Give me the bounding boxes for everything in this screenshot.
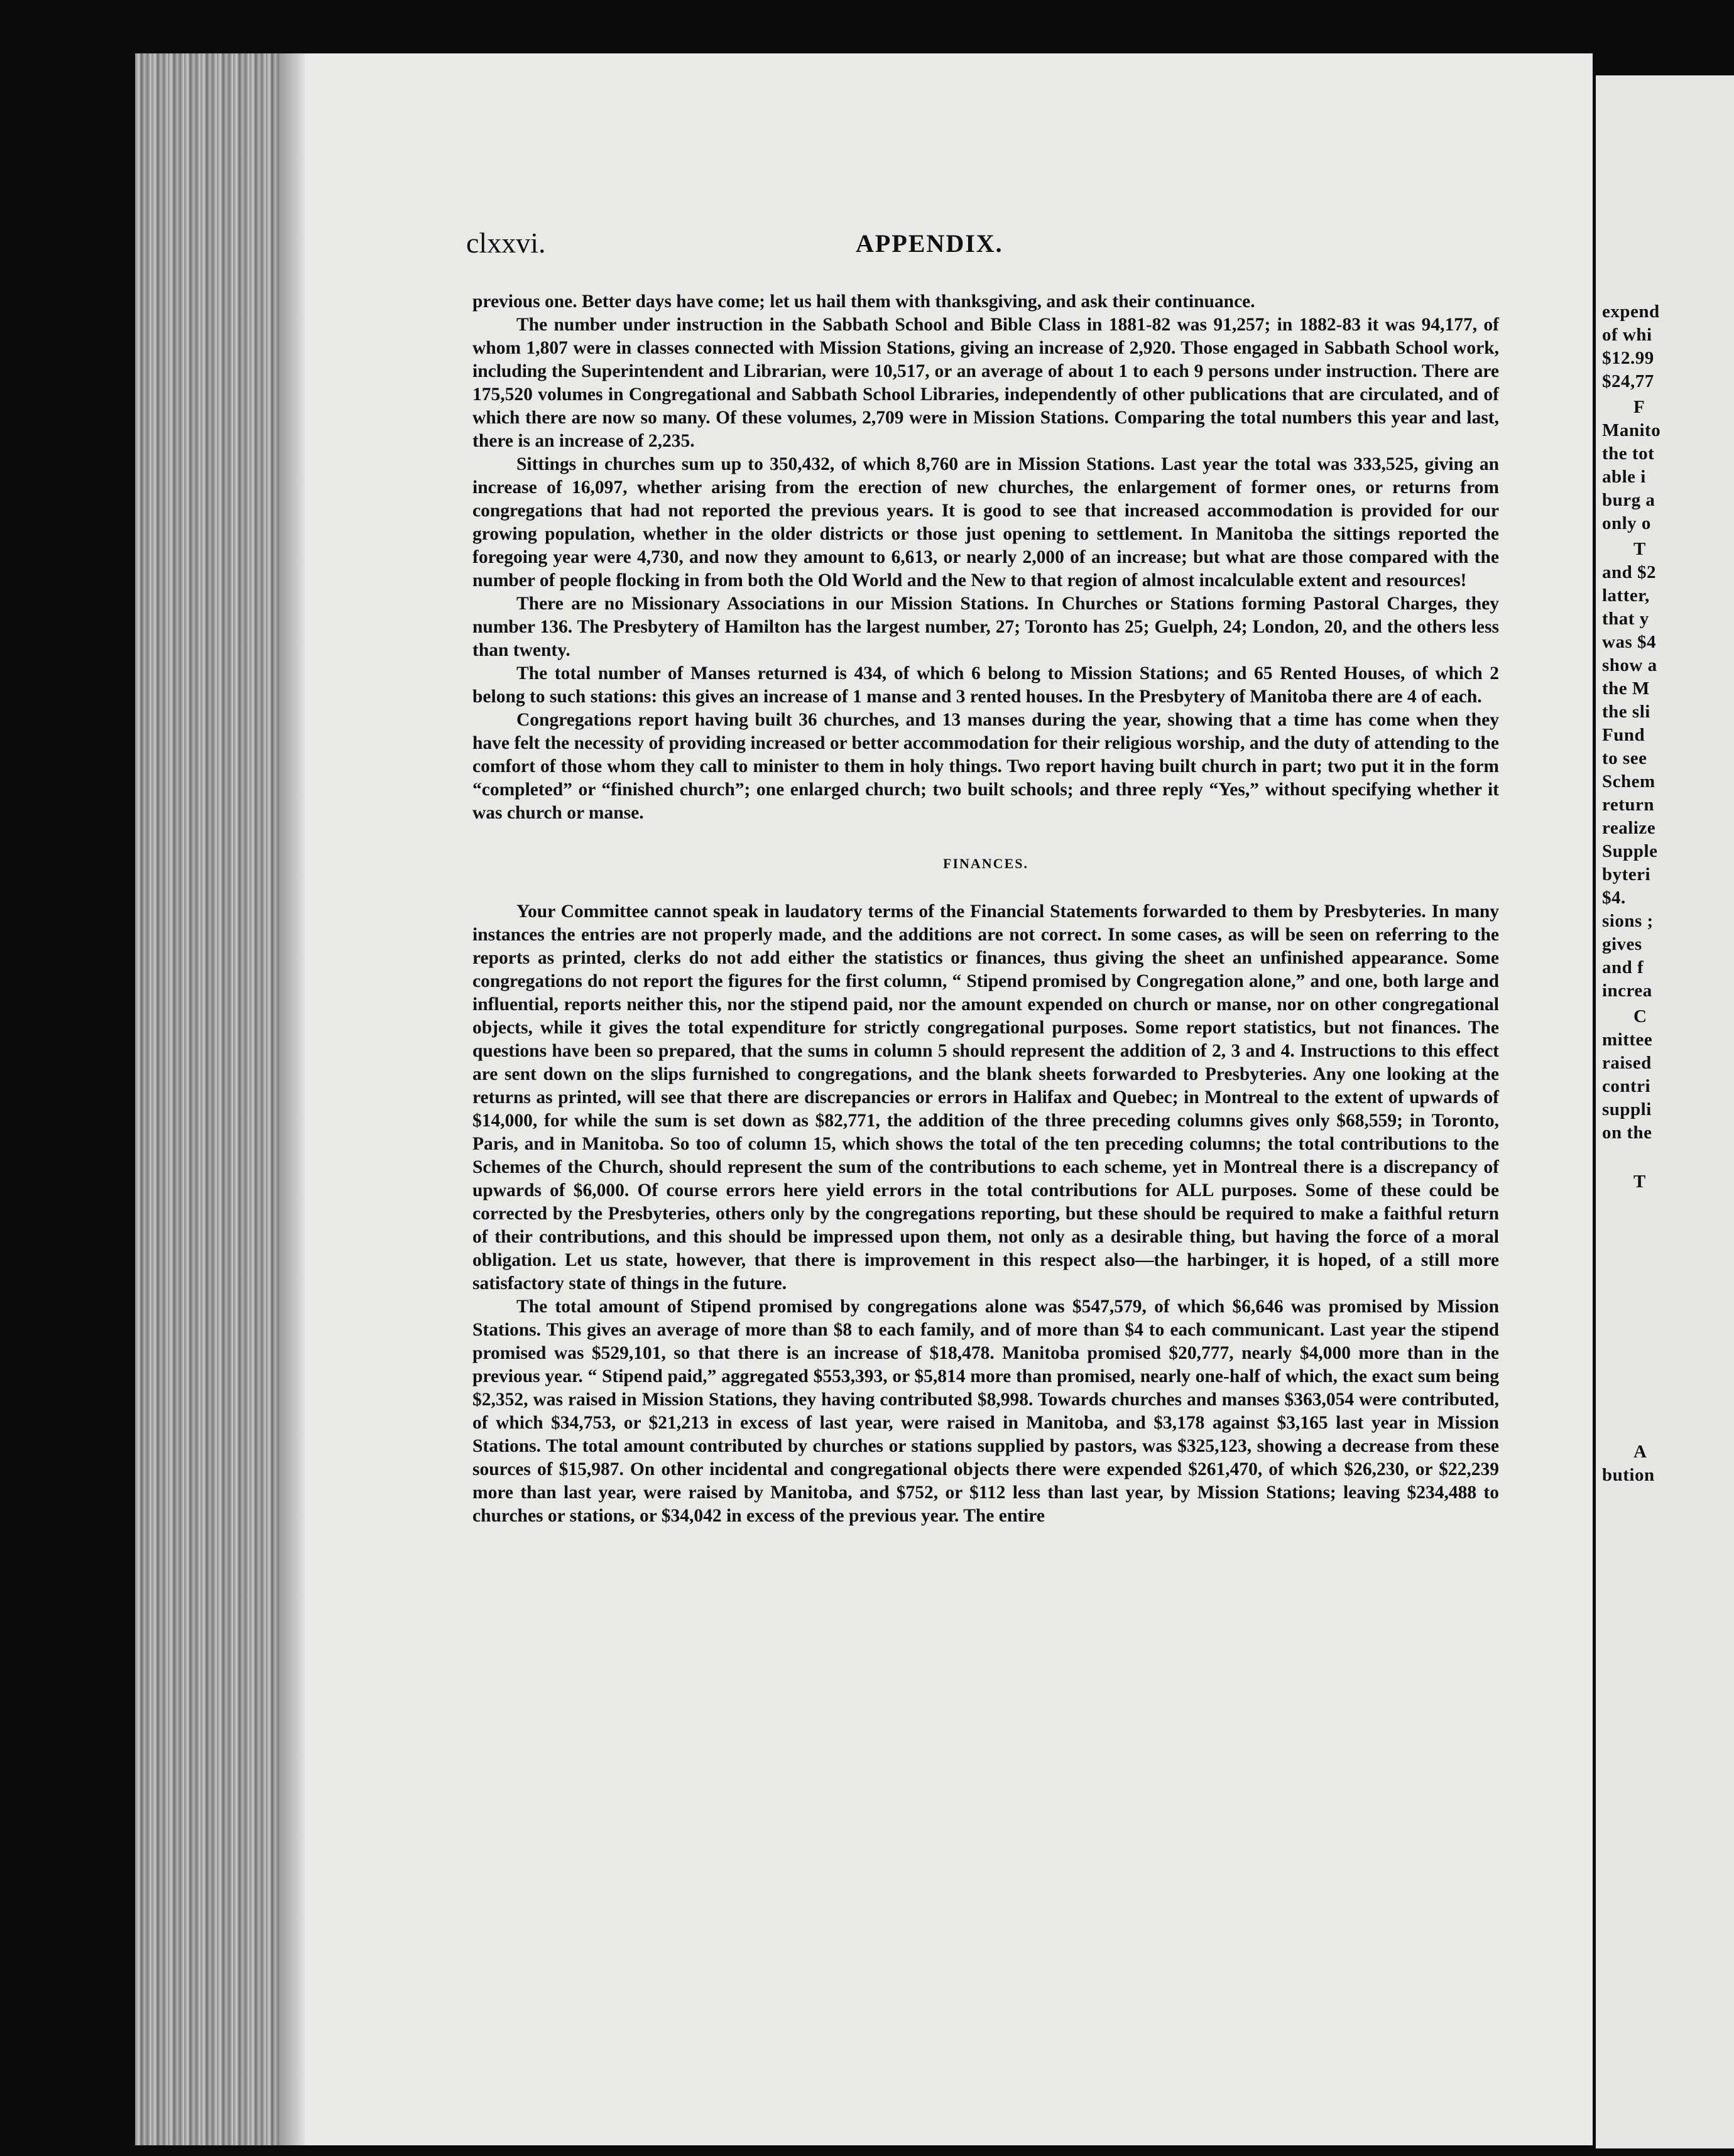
- facing-page-fragment: expend: [1602, 302, 1660, 322]
- facing-page-fragment: A: [1633, 1442, 1647, 1462]
- page-header: [466, 226, 1494, 264]
- facing-page-fragment: $24,77: [1602, 371, 1654, 391]
- facing-page-fragment: C: [1633, 1006, 1647, 1026]
- paragraph: Your Committee cannot speak in laudatory terms of the Financial Statements forwarded to them by Presbyteries. In many instances the entries are not properly made, and the additions are not correct. In some cases, as will be seen on referring to the reports as printed, clerks do not add either the statistics or finances, thus giving the sheet an unfinished appearance. Some congregations do not report the figures for the first column, “ Stipend promised by Congregation alone,” and one, both large and influential, reports neither this, nor the stipend paid, nor the amount expended on church or manse, nor on other congregational objects, while it gives the total expenditure for strictly congregational purposes. Some report statistics, but not finances. The questions have been so prepared, that the sums in column 5 should represent the addition of 2, 3 and 4. Instructions to this effect are sent down on the slips furnished to congregations, and the blank sheets forwarded to Presbyteries. Any one looking at the returns as printed, will see that there are discrepancies or errors in Halifax and Quebec; in Montreal to the extent of upwards of $14,000, for while the sum is set down as $82,771, the addition of the three preceding columns gives only $68,559; in Toronto, Paris, and in Manitoba. So too of column 15, which shows the total of the ten preceding columns; the total contributions to the Schemes of the Church, should represent the sum of the contributions to each scheme, yet in Montreal there is a discrepancy of upwards of $6,000. Of course errors here yield errors in the total contributions for ALL purposes. Some of these could be corrected by the Presbyteries, others only by the congregations reporting, but these should be required to make a faithful return of their contributions, and this should be impressed upon them, not only as a desirable thing, but having the force of a moral obligation. Let us state, however, that there is improvement in this respect also—the harbinger, it is hoped, of a still more satisfactory state of things in the future.: [472, 901, 1499, 1293]
- paragraph: There are no Missionary Associations in our Mission Stations. In Churches or Stations forming Pastoral Charges, they number 136. The Presbytery of Hamilton has the largest number, 27; Toronto has 25; Guelph, 24; London, 20, and the others less than twenty.: [472, 594, 1499, 660]
- facing-page-fragment: contri: [1602, 1076, 1651, 1096]
- book-binding-edge: [135, 53, 305, 2145]
- facing-page-fragment: raised: [1602, 1053, 1652, 1073]
- facing-page-fragment: sions ;: [1602, 911, 1654, 931]
- facing-page-fragment: mittee: [1602, 1030, 1653, 1050]
- facing-page-fragment: T: [1633, 539, 1646, 559]
- facing-page-fragment: was $4: [1602, 632, 1656, 652]
- facing-page-fragment: Fund: [1602, 725, 1645, 745]
- facing-page-fragment: and $2: [1602, 562, 1657, 582]
- facing-page-fragment: $12.99: [1602, 348, 1654, 368]
- paragraph: Sittings in churches sum up to 350,432, of which 8,760 are in Mission Stations. Last year the total was 333,525, giving an increase of 16,097, whether arising from the erection of new churches, the enlargement of former ones, or returns from congregations that had not reported the previous years. It is good to see that increased accommodation is provided for our growing population, whether in the older districts or those just opening to settlement. In Manitoba the sittings reported the foregoing year were 4,730, and now they amount to 6,613, or nearly 2,000 of an increase; but what are those compared with the number of people flocking in from both the Old World and the New to that region of almost incalculable extent and resources!: [472, 454, 1499, 591]
- paragraph: Congregations report having built 36 churches, and 13 manses during the year, showing that a time has come when they have felt the necessity of providing increased or better accommodation for their religious worship, and the duty of attending to the comfort of those whom they call to minister to them in holy things. Two report having built church in part; two put it in the form “completed” or “finished church”; one enlarged church; two built schools; and three reply “Yes,” without specifying whether it was church or manse.: [472, 710, 1499, 823]
- facing-page-fragment: the tot: [1602, 444, 1655, 464]
- facing-page-fragment: increa: [1602, 981, 1652, 1001]
- paragraph: The total amount of Stipend promised by congregations alone was $547,579, of which $6,646 was promised by Mission Stations. This gives an average of more than $8 to each family, and of more than $4 to each communicant. Last year the stipend promised was $529,101, so that there is an increase of $18,478. Manitoba promised $20,777, nearly $4,000 more than in the previous year. “ Stipend paid,” aggregated $553,393, or $5,814 more than promised, nearly one-half of which, the exact sum being $2,352, was raised in Mission Stations, they having contributed $8,998. Towards churches and manses $363,054 were contributed, of which $34,753, or $21,213 in excess of last year, were raised in Manitoba, and $3,178 against $3,165 last year in Mission Stations. The total amount contributed by churches or stations supplied by pastors, was $325,123, showing a decrease from these sources of $15,987. On other incidental and congregational objects there were expended $261,470, of which $26,230, or $22,239 more than last year, were raised by Manitoba, and $752, or $112 less than last year, by Mission Stations; leaving $234,488 to churches or stations, or $34,042 in excess of the previous year. The entire: [472, 1297, 1499, 1526]
- page-body: [472, 290, 1499, 1528]
- running-title: APPENDIX.: [856, 229, 1003, 258]
- facing-page-fragment: burg a: [1602, 490, 1655, 510]
- facing-page-fragment: show a: [1602, 655, 1657, 675]
- paragraph: The total number of Manses returned is 434, of which 6 belong to Mission Stations; and 65 Rented Houses, of which 2 belong to such stations: this gives an increase of 1 manse and 3 rented houses. In the Presbytery of Manitoba there are 4 of each.: [472, 663, 1499, 707]
- facing-page-fragment: on the: [1602, 1123, 1652, 1143]
- facing-page-fragment: gives: [1602, 934, 1642, 954]
- facing-page-fragment: the sli: [1602, 702, 1650, 722]
- facing-page-fragment: return: [1602, 795, 1655, 815]
- facing-page-fragment: to see: [1602, 748, 1647, 768]
- facing-page-fragment: realize: [1602, 818, 1656, 838]
- paragraph: previous one. Better days have come; let us hail them with thanksgiving, and ask their continuance.: [472, 291, 1255, 312]
- facing-page-fragment: bution: [1602, 1465, 1655, 1485]
- facing-page-fragment: able i: [1602, 467, 1646, 487]
- facing-page-fragment: of whi: [1602, 325, 1652, 345]
- facing-page-fragment: Manito: [1602, 420, 1661, 440]
- facing-page-fragment: suppli: [1602, 1099, 1652, 1119]
- facing-page-fragment: latter,: [1602, 585, 1650, 606]
- section-heading: FINANCES.: [943, 856, 1028, 871]
- facing-page-fragment: $4.: [1602, 888, 1626, 908]
- page-number: clxxvi.: [466, 227, 546, 259]
- paragraph: The number under instruction in the Sabbath School and Bible Class in 1881-82 was 91,257; in 1882-83 it was 94,177, of whom 1,807 were in classes connected with Mission Stations, giving an increase of 2,920. Those engaged in Sabbath School work, including the Superintendent and Librarian, were 10,517, or an average of about 1 to each 9 persons under instruction. There are 175,520 volumes in Congregational and Sabbath School Libraries, independently of other publications that are circulated, and of which there are now so many. Of these volumes, 2,709 were in Mission Stations. Comparing the total numbers this year and last, there is an increase of 2,235.: [472, 315, 1499, 451]
- facing-page-fragment: T: [1633, 1172, 1646, 1192]
- facing-page-fragment: only o: [1602, 513, 1651, 533]
- facing-page-sliver: [1596, 75, 1734, 2148]
- facing-page-fragment: F: [1633, 397, 1645, 417]
- facing-page-fragment: Supple: [1602, 841, 1658, 861]
- facing-page-fragment: the M: [1602, 678, 1650, 699]
- facing-page-fragment: and f: [1602, 957, 1644, 977]
- facing-page-fragment: byteri: [1602, 864, 1651, 885]
- facing-page-fragment: Schem: [1602, 771, 1655, 792]
- facing-page-fragment: that y: [1602, 609, 1649, 629]
